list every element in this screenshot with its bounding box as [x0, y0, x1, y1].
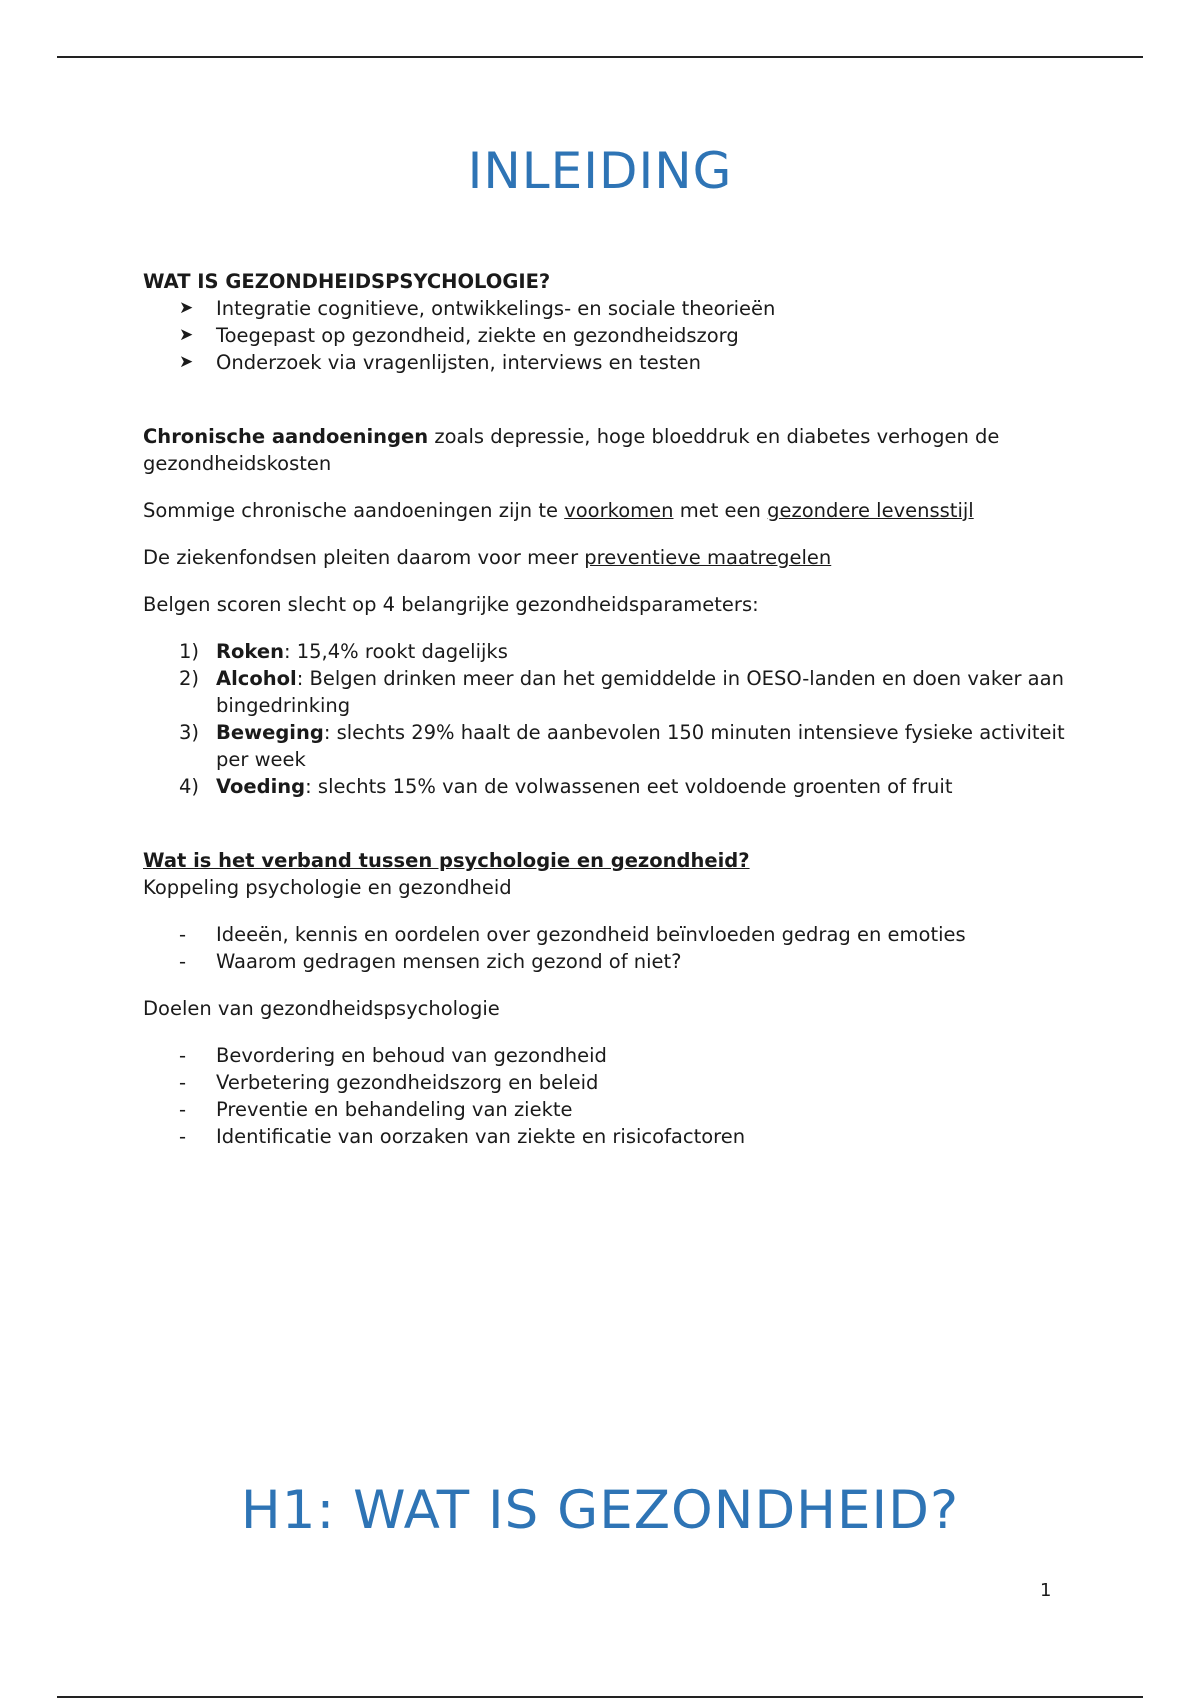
paragraph-doelen: Doelen van gezondheidspsychologie [143, 997, 500, 1020]
list-item: - Waarom gedragen mensen zich gezond of niet? [179, 950, 682, 973]
dash-bullet: - [179, 1125, 187, 1148]
list-item: - Preventie en behandeling van ziekte [179, 1098, 573, 1121]
paragraph-chronische-aandoeningen: Chronische aandoeningen zoals depressie, hoge bloeddruk en diabetes verhogen de gezondheidskosten [143, 425, 1000, 475]
dash-bullet: - [179, 1044, 187, 1067]
paragraph-ziekenfondsen: De ziekenfondsen pleiten daarom voor meer preventieve maatregelen [143, 546, 832, 569]
arrow-bullet-icon: ➤ [179, 325, 194, 345]
list-item: 3) Beweging: slechts 29% haalt de aanbevolen 150 minuten intensieve fysieke activiteit per week [179, 721, 1065, 771]
dash-list-doelen [143, 1042, 1073, 1150]
list-item: 1) Roken: 15,4% rookt dagelijks [179, 640, 508, 663]
section-heading-verband: Wat is het verband tussen psychologie en gezondheid? [143, 849, 750, 872]
list-item: 2) Alcohol: Belgen drinken meer dan het gemiddelde in OESO-landen en doen vaker aan bingedrinking [179, 667, 1064, 717]
paragraph-koppeling: Koppeling psychologie en gezondheid [143, 876, 512, 899]
dash-bullet: - [179, 1098, 187, 1121]
list-item: - Ideeën, kennis en oordelen over gezondheid beïnvloeden gedrag en emoties [179, 923, 966, 946]
list-item: - Verbetering gezondheidszorg en beleid [179, 1071, 599, 1094]
arrow-bullet-icon: ➤ [179, 352, 194, 372]
list-item: ➤ Integratie cognitieve, ontwikkelings- en sociale theorieën [179, 297, 776, 320]
document-body [143, 268, 1073, 1150]
list-item: - Identificatie van oorzaken van ziekte en risicofactoren [179, 1125, 746, 1148]
paragraph-belgen-intro: Belgen scoren slecht op 4 belangrijke gezondheidsparameters: [143, 593, 759, 616]
list-item: ➤ Toegepast op gezondheid, ziekte en gezondheidszorg [179, 324, 739, 347]
page-number: 1 [1040, 1580, 1052, 1601]
list-item: - Bevordering en behoud van gezondheid [179, 1044, 607, 1067]
dash-bullet: - [179, 923, 187, 946]
dash-list-koppeling [143, 921, 1073, 975]
arrow-bullet-icon: ➤ [179, 298, 194, 318]
chapter-title-h1: H1: WAT IS GEZONDHEID? [240, 1480, 960, 1541]
list-item: ➤ Onderzoek via vragenlijsten, interviews en testen [179, 351, 701, 374]
list-item: 4) Voeding: slechts 15% van de volwassenen eet voldoende groenten of fruit [179, 775, 953, 798]
bottom-rule [57, 1696, 1143, 1698]
section-heading-gezondheidspsychologie: WAT IS GEZONDHEIDSPSYCHOLOGIE? [143, 270, 551, 293]
top-rule [57, 56, 1143, 58]
numbered-parameter-list [143, 638, 1073, 800]
page-title-inleiding: INLEIDING [467, 142, 733, 200]
paragraph-sommige: Sommige chronische aandoeningen zijn te voorkomen met een gezondere levensstijl [143, 499, 974, 522]
dash-bullet: - [179, 1071, 187, 1094]
arrow-bullet-list [143, 295, 1073, 376]
dash-bullet: - [179, 950, 187, 973]
